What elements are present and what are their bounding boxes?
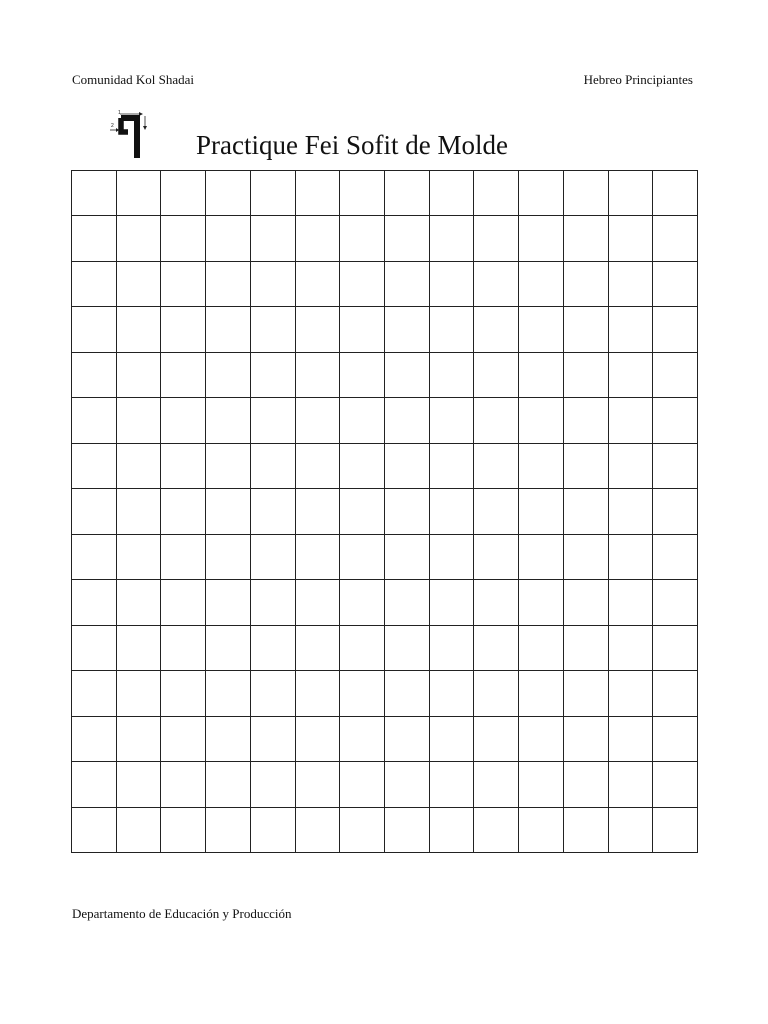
grid-cell [653,489,698,534]
grid-cell [72,444,117,489]
grid-cell [564,671,609,716]
grid-cell [117,762,162,807]
grid-cell [564,489,609,534]
grid-cell [609,808,654,853]
grid-cell [206,535,251,580]
grid-cell [430,762,475,807]
grid-cell [519,307,564,352]
footer-department: Departamento de Educación y Producción [72,906,292,921]
grid-cell [251,307,296,352]
grid-cell [206,444,251,489]
grid-cell [385,808,430,853]
grid-cell [474,307,519,352]
grid-cell [519,580,564,625]
grid-cell [609,717,654,762]
grid-cell [251,535,296,580]
grid-cell [206,262,251,307]
grid-cell [519,717,564,762]
grid-cell [430,353,475,398]
grid-cell [161,171,206,216]
grid-cell [474,580,519,625]
grid-cell [564,762,609,807]
grid-cell [72,808,117,853]
grid-cell [340,307,385,352]
grid-cell [72,262,117,307]
grid-cell [251,580,296,625]
grid-cell [653,762,698,807]
grid-cell [296,353,341,398]
grid-cell [474,717,519,762]
grid-cell [564,535,609,580]
grid-cell [564,808,609,853]
grid-cell [385,444,430,489]
grid-cell [117,353,162,398]
grid-cell [161,626,206,671]
grid-cell [340,762,385,807]
grid-cell [206,398,251,443]
grid-cell [564,171,609,216]
grid-cell [340,808,385,853]
grid-cell [161,489,206,534]
grid-cell [296,717,341,762]
stroke-number-1: 1 [118,110,121,116]
grid-cell [72,307,117,352]
grid-cell [385,580,430,625]
grid-cell [206,307,251,352]
grid-cell [430,717,475,762]
grid-cell [609,535,654,580]
grid-cell [161,398,206,443]
grid-cell [251,262,296,307]
grid-cell [653,353,698,398]
grid-cell [609,171,654,216]
grid-cell [206,626,251,671]
grid-cell [474,762,519,807]
grid-cell [161,580,206,625]
grid-cell [385,489,430,534]
grid-cell [206,353,251,398]
grid-cell [430,671,475,716]
grid-cell [296,671,341,716]
grid-cell [385,307,430,352]
grid-cell [206,671,251,716]
grid-cell [117,717,162,762]
grid-cell [474,444,519,489]
grid-cell [519,216,564,261]
grid-cell [161,762,206,807]
grid-cell [340,626,385,671]
grid-cell [117,262,162,307]
grid-cell [430,626,475,671]
grid-cell [519,489,564,534]
grid-cell [653,626,698,671]
grid-cell [161,444,206,489]
grid-cell [653,307,698,352]
grid-cell [206,717,251,762]
grid-cell [72,535,117,580]
grid-cell [161,717,206,762]
grid-cell [251,171,296,216]
grid-cell [117,535,162,580]
grid-cell [609,580,654,625]
grid-cell [385,626,430,671]
grid-cell [340,171,385,216]
grid-cell [385,535,430,580]
grid-cell [251,717,296,762]
grid-cell [653,671,698,716]
grid-cell [609,398,654,443]
page-title: Practique Fei Sofit de Molde [196,130,508,160]
grid-cell [72,216,117,261]
grid-cell [474,489,519,534]
grid-cell [385,171,430,216]
grid-cell [653,398,698,443]
grid-cell [430,307,475,352]
grid-cell [385,398,430,443]
grid-cell [72,717,117,762]
grid-cell [653,171,698,216]
grid-cell [206,762,251,807]
grid-cell [206,216,251,261]
grid-cell [519,808,564,853]
grid-cell [564,262,609,307]
grid-cell [340,717,385,762]
grid-cell [296,398,341,443]
grid-cell [385,353,430,398]
grid-cell [609,353,654,398]
grid-cell [474,626,519,671]
grid-cell [296,626,341,671]
grid-cell [564,444,609,489]
grid-cell [296,580,341,625]
grid-cell [430,535,475,580]
grid-cell [474,808,519,853]
grid-cell [653,535,698,580]
header-course: Hebreo Principiantes [583,72,693,87]
grid-cell [519,535,564,580]
grid-cell [519,353,564,398]
grid-cell [296,262,341,307]
grid-cell [117,398,162,443]
grid-cell [340,216,385,261]
grid-cell [296,808,341,853]
grid-cell [117,626,162,671]
grid-cell [519,444,564,489]
grid-cell [430,262,475,307]
grid-cell [474,262,519,307]
grid-cell [161,216,206,261]
grid-cell [653,717,698,762]
grid-cell [564,353,609,398]
grid-cell [609,489,654,534]
grid-cell [474,171,519,216]
grid-cell [653,216,698,261]
grid-cell [564,398,609,443]
grid-cell [161,353,206,398]
grid-cell [430,489,475,534]
grid-cell [117,307,162,352]
grid-cell [564,580,609,625]
grid-cell [251,216,296,261]
grid-cell [340,353,385,398]
grid-cell [117,216,162,261]
grid-cell [206,489,251,534]
grid-cell [474,535,519,580]
grid-cell [653,444,698,489]
grid-cell [251,671,296,716]
grid-cell [206,171,251,216]
grid-cell [519,262,564,307]
grid-cell [117,444,162,489]
grid-cell [117,171,162,216]
grid-cell [206,808,251,853]
grid-cell [519,671,564,716]
grid-cell [385,717,430,762]
grid-cell [564,626,609,671]
grid-cell [72,671,117,716]
grid-cell [251,808,296,853]
grid-cell [72,489,117,534]
grid-cell [251,444,296,489]
grid-cell [117,489,162,534]
grid-cell [340,535,385,580]
grid-cell [251,489,296,534]
grid-cell [296,307,341,352]
grid-cell [117,580,162,625]
grid-cell [161,307,206,352]
grid-cell [161,262,206,307]
grid-cell [72,580,117,625]
grid-cell [117,808,162,853]
grid-cell [251,762,296,807]
grid-cell [564,307,609,352]
grid-cell [653,262,698,307]
grid-cell [296,216,341,261]
grid-cell [430,216,475,261]
grid-cell [161,535,206,580]
grid-cell [430,808,475,853]
grid-cell [340,398,385,443]
grid-cell [340,262,385,307]
grid-cell [609,216,654,261]
grid-cell [251,398,296,443]
grid-cell [161,808,206,853]
grid-cell [474,398,519,443]
grid-cell [430,171,475,216]
grid-cell [385,762,430,807]
grid-cell [519,762,564,807]
grid-cell [430,580,475,625]
grid-cell [609,444,654,489]
fei-sofit-stroke-guide-icon [108,108,150,164]
grid-cell [430,398,475,443]
grid-cell [72,762,117,807]
header-organization: Comunidad Kol Shadai [72,72,195,87]
grid-cell [72,626,117,671]
grid-cell [206,580,251,625]
grid-cell [474,353,519,398]
grid-cell [385,216,430,261]
grid-cell [653,808,698,853]
grid-cell [609,626,654,671]
grid-cell [609,671,654,716]
grid-cell [117,671,162,716]
grid-cell [296,489,341,534]
grid-cell [609,307,654,352]
grid-cell [251,353,296,398]
grid-cell [72,398,117,443]
practice-grid [71,170,698,853]
grid-cell [519,171,564,216]
grid-cell [474,671,519,716]
grid-cell [519,398,564,443]
grid-cell [609,262,654,307]
grid-cell [296,444,341,489]
grid-cell [474,216,519,261]
grid-cell [340,580,385,625]
grid-cell [296,762,341,807]
grid-cell [340,489,385,534]
stroke-number-2: 2 [111,123,114,129]
grid-cell [519,626,564,671]
grid-cell [564,216,609,261]
grid-cell [653,580,698,625]
grid-cell [72,353,117,398]
grid-cell [340,671,385,716]
grid-cell [340,444,385,489]
grid-cell [564,717,609,762]
grid-cell [72,171,117,216]
grid-cell [296,171,341,216]
grid-cell [161,671,206,716]
grid-cell [430,444,475,489]
grid-cell [385,262,430,307]
grid-cell [385,671,430,716]
grid-cell [296,535,341,580]
grid-cell [609,762,654,807]
grid-cell [251,626,296,671]
